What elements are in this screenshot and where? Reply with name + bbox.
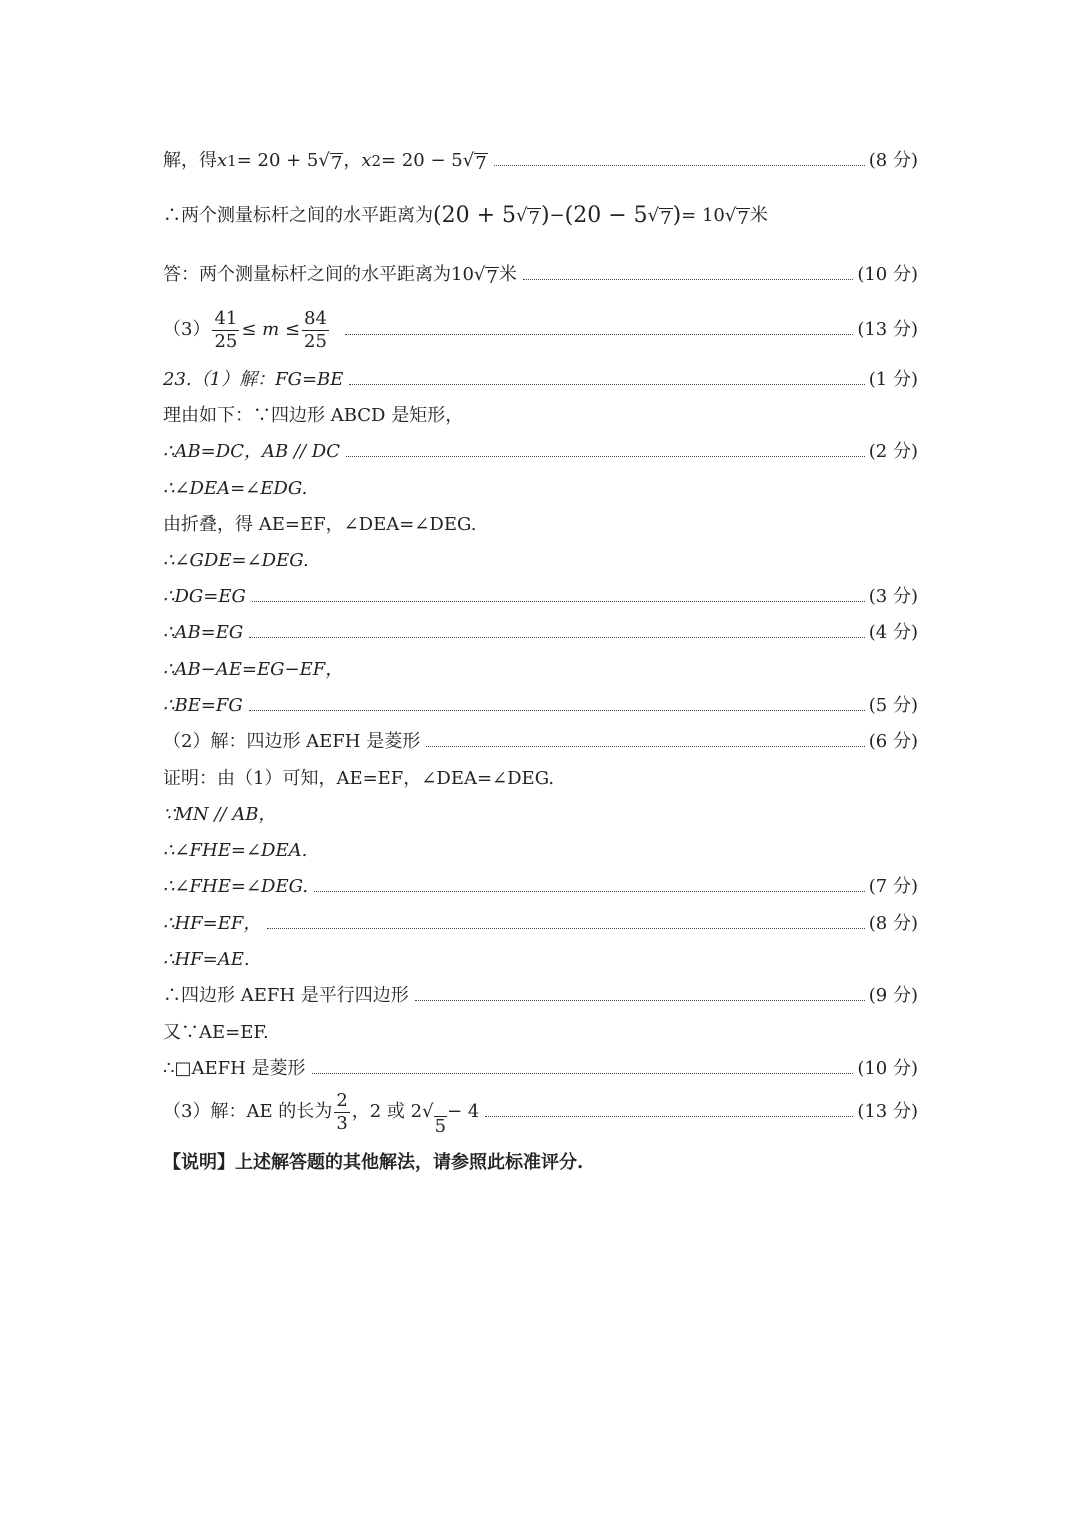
sub-1: 1 [227,152,237,170]
line-text: （2）解：四边形 AEFH 是菱形 [163,731,421,752]
dot-leader [249,637,865,638]
dot-leader [249,710,865,711]
separator: ， [343,150,362,171]
fraction-2-3: $\frac{2}{3}$ [336,1089,348,1134]
line-mid: ，2 或 2 [351,1101,423,1122]
line-text: ∴HF=AE. [163,949,250,970]
line-distance [163,203,918,229]
line-mn-ab [163,802,918,828]
paren-open-2: (20 − 5 [564,203,648,228]
line-23-3 [163,1087,918,1137]
line-be-fg [163,693,918,719]
line-prefix: ∴两个测量标杆之间的水平距离为 [163,205,433,226]
score: (2 分) [868,441,918,462]
dot-leader [312,1073,854,1074]
sqrt-7-a: √ 7 [318,150,343,174]
line-prefix: 答：两个测量标杆之间的水平距离为10 [163,264,474,285]
fraction-84-25: $\frac{84}{25}$ [304,307,327,352]
line-angle-gde [163,548,918,574]
fraction-41-25: $\frac{41}{25}$ [214,307,238,352]
line-prefix: 解，得 [163,150,217,171]
line-hf-ef [163,911,918,937]
line-dg-eg [163,584,918,610]
line-text: ∴DG=EG [163,586,246,607]
score: (10 分) [857,1058,918,1079]
expr-2: = 20 − 5 [381,150,463,171]
line-fhe-dea [163,838,918,864]
line-23-2 [163,729,918,755]
line-text: 又∵AE=EF. [163,1022,269,1043]
paren-close-2: ) [672,203,682,228]
line-ab-eg [163,620,918,646]
line-text: ∴HF=EF， [163,913,262,934]
line-text: 由折叠，得 AE=EF，∠DEA=∠DEG. [163,514,477,535]
dot-leader [485,1116,853,1117]
line-angle-dea-edg [163,476,918,502]
line-solution-x [163,148,918,174]
line-text: 证明：由（1）可知，AE=EF，∠DEA=∠DEG. [163,768,555,789]
line-text: ∴∠GDE=∠DEG. [163,550,309,571]
line-text: ∴∠FHE=∠DEG. [163,876,309,897]
dot-leader [494,165,865,166]
line-tail: − 4 [447,1101,480,1122]
line-text: ∴∠DEA=∠EDG. [163,478,308,499]
dot-leader [267,928,864,929]
expr-1: = 20 + 5 [236,150,319,171]
dot-leader [426,746,865,747]
line-hf-ae [163,947,918,973]
sqrt-7-b: √ 7 [462,150,487,174]
dot-leader [252,601,865,602]
line-23-1 [163,367,918,393]
line-text: ∵MN // AB， [163,804,277,825]
score: (13 分) [857,1101,918,1122]
score: (6 分) [868,731,918,752]
score: (13 分) [857,319,918,340]
score: (8 分) [868,913,918,934]
sqrt-7-d: √ 7 [647,205,672,229]
line-text: ∴∠FHE=∠DEA. [163,840,308,861]
sqrt-7-c: √ 7 [516,205,540,229]
score: (4 分) [868,622,918,643]
paren-close-1: ) [540,203,550,228]
line-text: ∴AB=DC，AB // DC [163,441,340,462]
line-text: ∴AB=EG [163,622,244,643]
sqrt-7-e: √ 7 [724,205,749,229]
minus: − [549,205,565,226]
dot-leader [314,891,865,892]
dot-leader [415,1000,865,1001]
line-prefix: （3）解：AE 的长为 [163,1101,333,1122]
score: (8 分) [868,150,918,171]
line-reason [163,403,918,429]
inequality-mid: ≤ m ≤ [241,319,301,340]
line-inequality [163,304,918,356]
line-text: 理由如下：∵四边形 ABCD 是矩形， [163,405,464,426]
line-text: ∴□AEFH 是菱形 [163,1058,306,1079]
dot-leader [523,279,853,280]
dot-leader [346,456,865,457]
line-fhe-deg [163,874,918,900]
sqrt-7-f: √ 7 [473,264,498,288]
dot-leader [349,384,864,385]
line-rhombus [163,1056,918,1082]
line-text: ∴BE=FG [163,695,243,716]
note-text: 【说明】上述解答题的其他解法，请参照此标准评分. [163,1152,584,1173]
score: (9 分) [868,985,918,1006]
line-text: 23.（1）解：FG=BE [163,369,344,390]
line-ab-ae [163,657,918,683]
line-ab-dc [163,439,918,465]
var-x1: x [217,150,228,171]
score: (10 分) [857,264,918,285]
equals: = 10 [681,205,725,226]
line-answer [163,262,918,288]
line-proof [163,766,918,792]
line-ae-ef [163,1020,918,1046]
line-parallelogram [163,983,918,1009]
line-note [163,1150,918,1176]
score: (7 分) [868,876,918,897]
line-text: ∴四边形 AEFH 是平行四边形 [163,985,409,1006]
score: (5 分) [868,695,918,716]
unit: 米 [498,264,517,285]
score: (1 分) [868,369,918,390]
unit: 米 [749,205,768,226]
score: (3 分) [868,586,918,607]
sub-2: 2 [371,152,382,170]
var-x2: x [361,150,372,171]
sqrt-5: √ 5 [422,1101,447,1137]
line-text: ∴AB−AE=EG−EF， [163,659,344,680]
line-prefix: （3） [163,319,211,340]
dot-leader [345,334,853,335]
paren-open-1: (20 + 5 [433,203,516,228]
line-fold [163,512,918,538]
